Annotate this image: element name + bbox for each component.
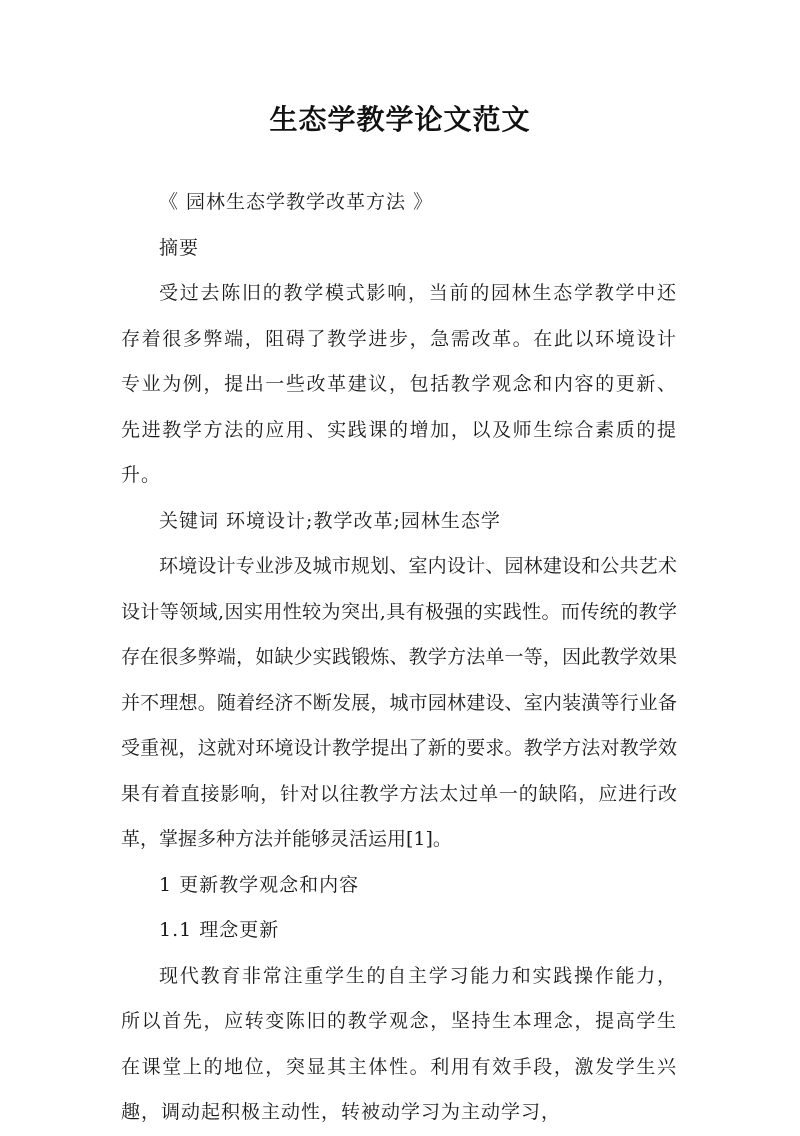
- section-paragraph: 现代教育非常注重学生的自主学习能力和实践操作能力，所以首先，应转变陈旧的教学观念，坚持生本理念，提高学生在课堂上的地位，突显其主体性。利用有效手段，激发学生兴趣，调动起积极主动性，转被动学习为主动学习，: [121, 964, 677, 1123]
- article-heading: 《 园林生态学教学改革方法 》: [159, 191, 434, 213]
- document-body: [121, 180, 677, 1136]
- subsection-heading-1-1: 1.1 理念更新: [159, 919, 280, 941]
- document-title: 生态学教学论文范文: [269, 103, 531, 136]
- section-heading-1: 1 更新教学观念和内容: [159, 873, 360, 896]
- abstract-label: 摘要: [159, 236, 200, 259]
- abstract-paragraph: 受过去陈旧的教学模式影响，当前的园林生态学教学中还存着很多弊端，阻碍了教学进步，急需改革。在此以环境设计专业为例，提出一些改革建议，包括教学观念和内容的更新、先进教学方法的应用、实践课的增加，以及师生综合素质的提升。: [121, 282, 677, 486]
- keywords-line: 关键词 环境设计;教学改革;园林生态学: [159, 509, 501, 532]
- intro-paragraph: 环境设计专业涉及城市规划、室内设计、园林建设和公共艺术设计等领域,因实用性较为突出,具有极强的实践性。而传统的教学存在很多弊端，如缺少实践锻炼、教学方法单一等，因此教学效果并不理想。随着经济不断发展，城市园林建设、室内装潢等行业备受重视，这就对环境设计教学提出了新的要求。教学方法对教学效果有着直接影响，针对以往教学方法太过单一的缺陷，应进行改革，掌握多种方法并能够灵活运用[1]。: [121, 555, 677, 850]
